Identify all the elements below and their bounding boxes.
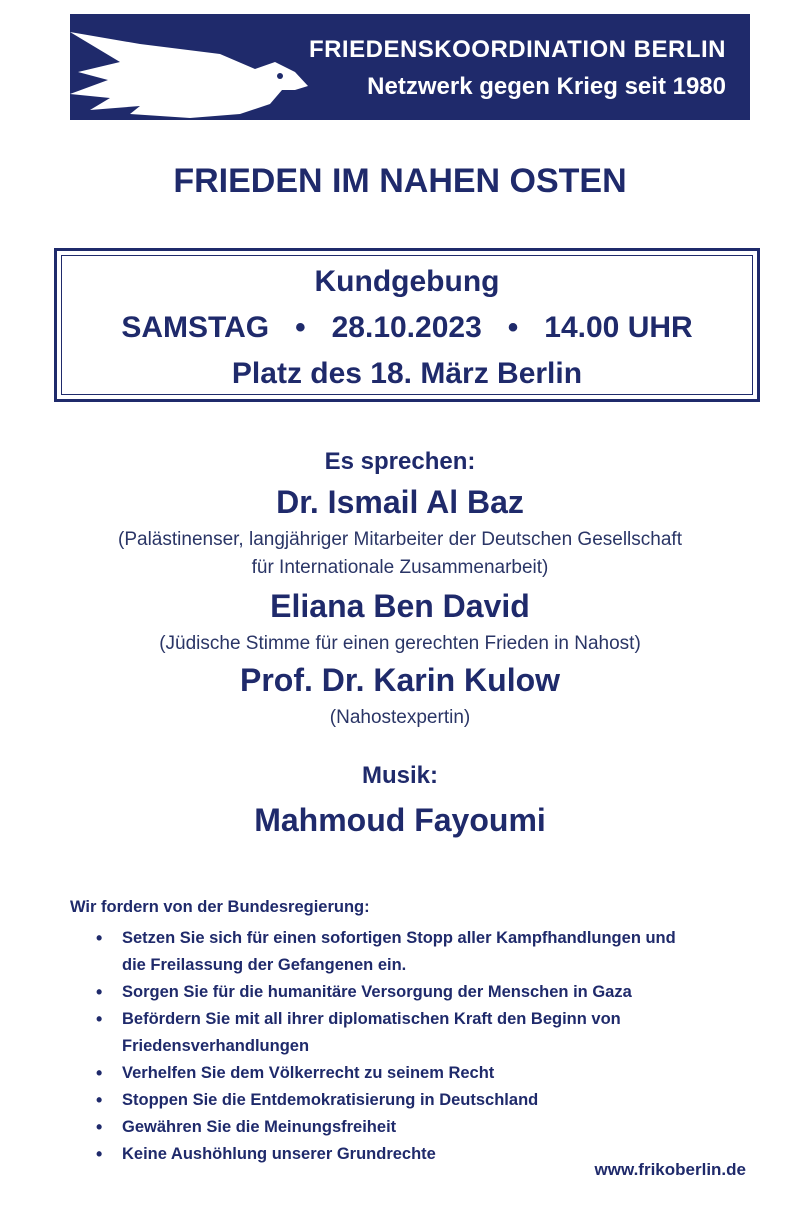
event-day: SAMSTAG [121, 311, 270, 344]
list-item: • Befördern Sie mit all ihrer diplomatischen Kraft den Beginn von Friedensverhandlungen [122, 1006, 770, 1060]
speaker-description: (Nahostexpertin) [329, 707, 471, 728]
event-date-row [57, 311, 757, 345]
demands-list [70, 925, 770, 1168]
event-box [54, 248, 760, 402]
list-item: • Verhelfen Sie dem Völkerrecht zu seinem Recht [122, 1060, 770, 1087]
website-link[interactable]: www.frikoberlin.de [594, 1160, 746, 1179]
page-title: FRIEDEN IM NAHEN OSTEN [173, 162, 627, 200]
speaker-description: (Jüdische Stimme für einen gerechten Frieden in Nahost) [159, 633, 641, 654]
list-item: • Setzen Sie sich für einen sofortigen Stopp aller Kampfhandlungen und die Freilassung der Gefangenen ein. [122, 925, 770, 979]
dove-icon [70, 14, 320, 120]
org-name: FRIEDENSKOORDINATION BERLIN [308, 36, 726, 63]
list-item: • Stoppen Sie die Entdemokratisierung in Deutschland [122, 1087, 770, 1114]
separator: • [295, 311, 306, 344]
demands-section [70, 898, 770, 1168]
speaker-name: Prof. Dr. Karin Kulow [239, 662, 561, 698]
speaker-name: Eliana Ben David [270, 588, 530, 624]
event-location: Platz des 18. März Berlin [231, 357, 583, 390]
musician-name: Mahmoud Fayoumi [254, 802, 546, 838]
header-banner [70, 14, 750, 120]
separator: • [507, 311, 519, 344]
list-item: • Gewähren Sie die Meinungsfreiheit [122, 1114, 770, 1141]
speakers-label: Es sprechen: [324, 448, 476, 475]
music-label: Musik: [361, 762, 438, 789]
banner-text [309, 34, 726, 104]
demands-title: Wir fordern von der Bundesregierung: [70, 898, 370, 916]
event-time: 14.00 UHR [544, 311, 693, 344]
list-item: • Keine Aushöhlung unserer Grundrechte [122, 1141, 770, 1168]
list-item: • Sorgen Sie für die humanitäre Versorgung der Menschen in Gaza [122, 979, 770, 1006]
speaker-name: Dr. Ismail Al Baz [276, 484, 524, 520]
event-type: Kundgebung [314, 265, 500, 298]
speaker-description: (Palästinenser, langjähriger Mitarbeiter der Deutschen Gesellschaft [118, 529, 682, 550]
speaker-description: für Internationale Zusammenarbeit) [251, 557, 549, 578]
org-tagline: Netzwerk gegen Krieg seit 1980 [367, 73, 726, 100]
event-date: 28.10.2023 [331, 311, 482, 344]
